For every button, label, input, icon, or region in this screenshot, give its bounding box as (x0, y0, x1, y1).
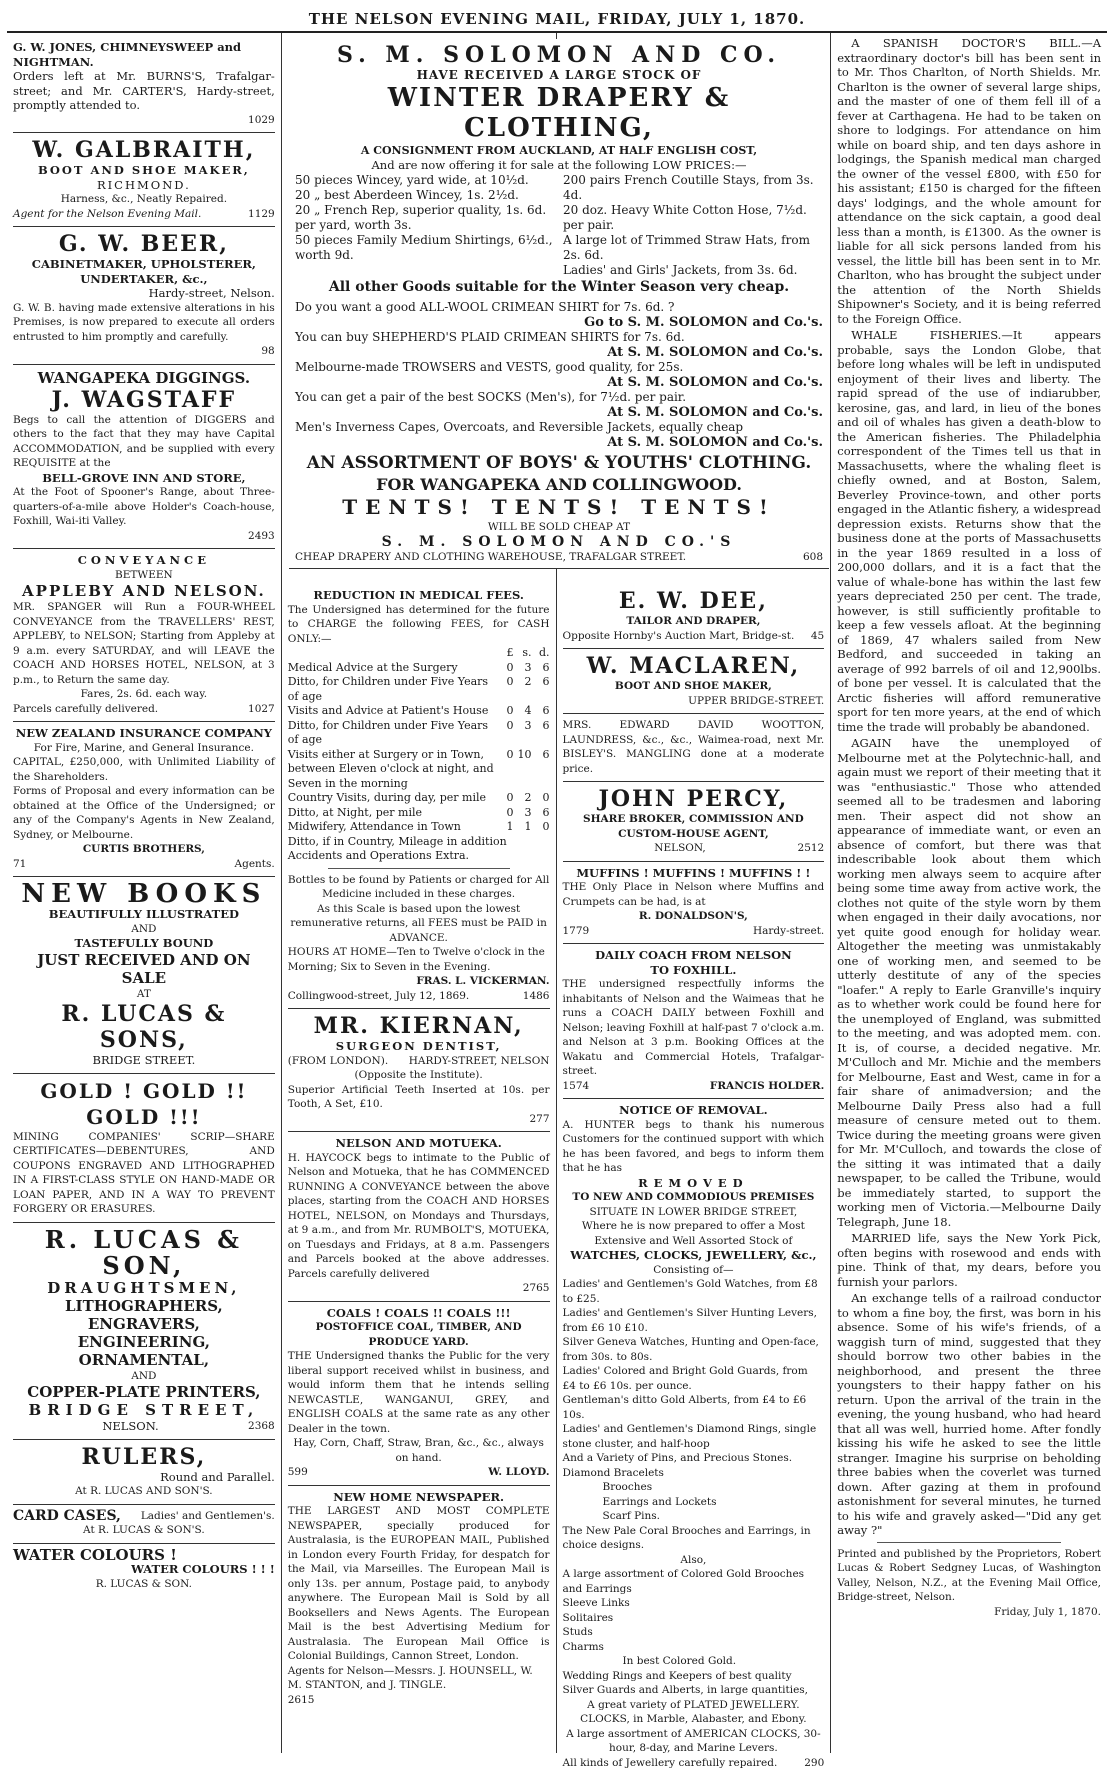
fees-row (288, 719, 550, 748)
removal-also: Also, (680, 1553, 707, 1566)
paper-agents: Agents for Nelson—Messrs. J. HOUNSELL, W. M. STANTON, and J. TINGLE. (287, 1664, 533, 1691)
kiernan-name: MR. KIERNAN, (313, 1013, 524, 1039)
removal-item: Ladies' and Gentlemen's Diamond Rings, single stone cluster, and half-hoop (562, 1423, 817, 1450)
masthead: THE NELSON EVENING MAIL, FRIDAY, JULY 1, 1870. (7, 6, 1107, 33)
ad-kiernan (288, 1009, 550, 1132)
fees-s: 3 (524, 805, 532, 819)
fees-s: 1 (524, 820, 532, 833)
banner-price-lists (295, 173, 823, 278)
conveyance-parcels: Parcels carefully delivered. (13, 702, 159, 715)
ad-number: 277 (529, 1112, 550, 1125)
fees-hours: HOURS AT HOME—Ten to Twelve o'clock in the Morning; Six to Seven in the Evening. (287, 946, 545, 973)
percy-name: JOHN PERCY, (598, 786, 789, 812)
warehouse-text: CHEAP DRAPERY AND CLOTHING WAREHOUSE, TRAFALGAR STREET. (295, 551, 687, 563)
solomon-line-where: Go to S. M. SOLOMON and Co.'s. (584, 315, 823, 330)
ad-cards (13, 1505, 275, 1544)
banner-offer: And are now offering it for sale at the following LOW PRICES:— (371, 158, 747, 172)
lucas-name: R. LUCAS & SON, (44, 1224, 243, 1280)
galbraith-agent-row (13, 207, 275, 222)
paper-text: THE LARGEST AND MOST COMPLETE NEWSPAPER, specially produced for Australasia, is the EUROPEAN MAIL, Published in London every Fourth Friday, for despatch for the Mail, via Marseilles. The European Mail is only 13s. per annum, Postage paid, to anybody anywhere. The European Mail is Sold by all Booksellers and News Agents. The European Mail is the best Advertising Medium for Australasia. The European Mail Office is Colonial Buildings, Cannon Street, London. (287, 1505, 550, 1662)
conveyance-text: MR. SPANGER will Run a FOUR-WHEEL CONVEYANCE from the TRAVELLERS' REST, APPLEBY, to NELSON; Starting from Appleby at 9 a.m. every SATURDAY, and will LEAVE the COACH AND HORSES HOTEL, NELSON, at 3 p.m., to Return the same day. (13, 601, 275, 686)
lucas-l2: LITHOGRAPHERS, ENGRAVERS, (65, 1296, 223, 1333)
books-l1: BEAUTIFULLY ILLUSTRATED (48, 907, 239, 921)
removal-item: Brooches (602, 1481, 653, 1493)
divider (328, 868, 510, 869)
kiernan-from: (FROM LONDON). (287, 1054, 389, 1067)
ad-gold (13, 1074, 275, 1223)
ad-number: 290 (804, 1756, 825, 1769)
fees-s: 3 (524, 718, 532, 732)
kiernan-addr-row (288, 1054, 550, 1069)
books-heading: NEW BOOKS (21, 879, 267, 909)
ad-number: 1027 (248, 702, 275, 715)
fees-label: Ditto, at Night, per mile (287, 805, 422, 819)
ad-percy (563, 782, 825, 862)
galbraith-sub: Harness, &c., Neatly Repaired. (60, 193, 228, 205)
cards-row (13, 1509, 275, 1524)
solomon-line-where: At S. M. SOLOMON and Co.'s. (607, 345, 823, 360)
rulers-name: RULERS, (81, 1443, 207, 1470)
maclaren-addr: UPPER BRIDGE-STREET. (688, 694, 825, 707)
solomon-line-offer: You can get a pair of the best SOCKS (Men's), for 7½d. per pair. (295, 390, 687, 404)
removal-american: A large assortment of AMERICAN CLOCKS, 30-hour, 8-day, and Marine Levers. (566, 1727, 821, 1754)
conveyance-between: BETWEEN (115, 568, 173, 581)
books-l5: AT (136, 987, 151, 1000)
banner-left-item: 50 pieces Wincey, yard wide, at 10½d. (295, 173, 529, 187)
fees-row (288, 835, 550, 850)
lucas-l1: DRAUGHTSMEN, (47, 1278, 241, 1297)
cards-sub: Ladies' and Gentlemen's. (140, 1509, 275, 1522)
fees-l: 1 (506, 820, 514, 833)
wagstaff-inn: BELL-GROVE INN AND STORE, (42, 470, 246, 485)
fees-l: 0 (506, 704, 514, 717)
ad-books (13, 877, 275, 1074)
lucas-addr-row (13, 1419, 275, 1434)
fees-bottles: Bottles to be found by Patients or charged for All Medicine included in these charges. (287, 873, 550, 900)
removal-item2: Silver Guards and Alberts, in large quantities, (562, 1684, 809, 1696)
fees-s: 2 (524, 791, 532, 804)
fees-col-pence: d. (538, 646, 550, 659)
removal-text: A. HUNTER begs to thank his numerous Customers for the continued support with which he has been favored, and begs to inform them that he has (562, 1118, 825, 1174)
fees-label: Ditto, for Children under Five Years of age (287, 718, 489, 746)
rulers-at: At R. LUCAS AND SON'S. (75, 1485, 213, 1497)
removal-to: TO NEW AND COMMODIOUS PREMISES (572, 1191, 815, 1203)
paper-heading: NEW HOME NEWSPAPER. (333, 1489, 505, 1504)
fees-row (288, 806, 550, 821)
motueka-heading: NELSON AND MOTUEKA. (335, 1136, 502, 1150)
motueka-text: H. HAYCOCK begs to intimate to the Public of Nelson and Motueka, that he has COMMENCED RUNNING A CONVEYANCE between the above places, starting from the COACH AND HORSES HOTEL, NELSON, on Mondays and Thursdays, at 9 a.m., and from Mr. RUMBOLT'S, MOTUEKA, on Tuesdays and Fridays, at 8 a.m. Passengers and Parcels booked at the above addresses. Parcels carefully delivered (287, 1151, 550, 1280)
galbraith-trade: BOOT AND SHOE MAKER, (37, 163, 250, 177)
banner-goods: All other Goods suitable for the Winter Season very cheap. (328, 279, 790, 295)
dee-name: E. W. DEE, (618, 588, 768, 614)
beer-name: G. W. BEER, (58, 231, 229, 257)
fees-row (288, 820, 550, 835)
banner-left-item: 20 „ French Rep, superior quality, 1s. 6d. per yard, worth 3s. (295, 203, 547, 232)
solomon-line-where: At S. M. SOLOMON and Co.'s. (607, 405, 823, 420)
removal-item: Ladies' Colored and Bright Gold Guards, from £4 to £6 10s. per ounce. (562, 1365, 808, 1392)
fees-label: Country Visits, during day, per mile (287, 791, 486, 804)
fees-l: 0 (506, 747, 514, 761)
percy-trade: SHARE BROKER, COMMISSION AND CUSTOM-HOUSE AGENT, (583, 813, 804, 840)
banner-have: HAVE RECEIVED A LARGE STOCK OF (416, 68, 702, 82)
banner-right-list (563, 173, 823, 278)
insurance-sub: For Fire, Marine, and General Insurance. (33, 741, 254, 754)
fees-table (288, 646, 550, 864)
ad-wootton (563, 714, 825, 782)
wangapeka-heading: FOR WANGAPEKA AND COLLINGWOOD. (376, 475, 742, 494)
fees-label: Visits and Advice at Patient's House (287, 704, 489, 717)
ad-dee (563, 584, 825, 649)
ad-number: 2493 (248, 529, 275, 542)
dee-trade: TAILOR AND DRAPER, (626, 615, 761, 627)
banner-left-list (295, 173, 555, 278)
fees-d: 6 (542, 747, 550, 761)
gold-heading: GOLD ! GOLD !! GOLD !!! (40, 1078, 248, 1129)
removal-item: And a Variety of Pins, and Precious Stones. (562, 1452, 793, 1464)
ad-paper (288, 1486, 550, 1713)
fees-s: 4 (524, 704, 532, 717)
ad-number: 1574 (562, 1079, 590, 1092)
fees-d: 0 (542, 791, 550, 804)
article-married-life: MARRIED life, says the New York Pick, often begins with rosewood and ends with pine. Think of that, my dears, before you furnish your parlors. (837, 1231, 1101, 1289)
water-sub: WATER COLOURS ! ! ! (131, 1562, 275, 1576)
fees-date: Collingwood-street, July 12, 1869. (287, 989, 470, 1002)
banner-left-item: 50 pieces Family Medium Shirtings, 6½d., worth 9d. (295, 233, 553, 262)
banner-firm: S. M. SOLOMON AND CO. (336, 42, 782, 68)
muffins-addr-row (563, 924, 825, 939)
ad-wagstaff (13, 365, 275, 550)
solomon-line-offer: Men's Inverness Capes, Overcoats, and Reversible Jackets, equally cheap (295, 420, 744, 434)
removal-items2 (563, 1567, 825, 1698)
insurance-agents: CURTIS BROTHERS, (82, 843, 205, 855)
galbraith-agent: Agent for the Nelson Evening Mail. (13, 207, 202, 220)
removal-consisting: Consisting of— (653, 1263, 734, 1276)
muffins-addr: Hardy-street. (753, 924, 825, 937)
newspaper-page (7, 6, 1107, 1769)
kiernan-opp: (Opposite the Institute). (354, 1069, 483, 1081)
percy-addr: NELSON, (654, 842, 706, 854)
ad-removal (563, 1099, 825, 1775)
lucas-l6: BRIDGE STREET, (28, 1401, 260, 1419)
fees-row (288, 675, 550, 704)
ad-galbraith (13, 133, 275, 227)
fees-row (288, 748, 550, 792)
conveyance-heading: CONVEYANCE (77, 553, 210, 567)
ad-coals (288, 1302, 550, 1486)
banner-right-item: A large lot of Trimmed Straw Hats, from 2s. 6d. (563, 233, 810, 262)
imprint: Printed and published by the Proprietors, Robert Lucas & Robert Sedgney Lucas, of Washington Valley, Nelson, N.Z., at the Evening Mail Office, Bridge-street, Nelson. (837, 1547, 1101, 1603)
solomon-lines (295, 300, 823, 450)
banner-right-item: Ladies' and Girls' Jackets, from 3s. 6d. (563, 263, 798, 277)
fees-row (288, 661, 550, 676)
article-whale-fisheries: WHALE FISHERIES.—It appears probable, says the London Globe, that before long whales will be left in undisputed enjoyment of their lives and liberty. The rapid spread of the use of indiarubber, kerosine, gas, and lard, in lieu of the bones and oil of whales has given a death-blow to the American fisheries. The Philadelphia correspondent of the Times tell us that in Massachusetts, where the whaling fleet is chiefly owned, and at Boston, Salem, Beverley Province-town, and other ports engaged in the Atlantic fishery, a widespread depression exists. Returns show that the business done at the ports of Massachusetts in the year 1869 resulted in a loss of 200,000 dollars, and it is a fact that the value of whale-bone has within the last few years depreciated 250 per cent. The trade, however, is still sufficiently profitable to keep a few vessels afloat. At the beginning of 1869, 47 whalers sailed from New Bedford, and succeeded in taking an average of 992 barrels of oil and 12,900lbs. of bone per vessel. It is calculated that the Arctic fisheries will afford remunerative sport for ten more years, at the end of which time the trade will probably be abandoned. (837, 328, 1101, 734)
removal-item: Earrings and Lockets (602, 1495, 717, 1508)
article-spanish-doctor: A SPANISH DOCTOR'S BILL.—A extraordinary doctor's bill has been sent in to Mr. Thos Charlton, of North Shields. Mr. Charlton is the owner of several large ships, and the master of one of them fell ill of a fever at Carthagena. He had to be taken on shore to lodgings. For attendance on him while on board ship, and ten days ashore in lodgings, the Spanish medical man charged the owner of the vessel £800, with £50 for his assistant; £150 is charged for the fifteen days' lodgings, and the whole amount for attendance on the sick captain, a good deal less than a month, is £1300. As the owner is liable for all sick persons landed from his vessel, the little bill has been sent in to Mr. Charlton, who has brought the subject under the attention of the North Shields Shipowner's Society, and it is being referred to the Foreign Office. (837, 36, 1101, 326)
books-l3: TASTEFULLY BOUND (74, 936, 214, 950)
percy-addr-row (563, 841, 825, 856)
fees-d: 6 (542, 675, 550, 688)
solomon-firm: S. M. SOLOMON AND CO.'S (381, 534, 737, 550)
ad-number: 599 (287, 1466, 308, 1478)
maclaren-name: W. MACLAREN, (586, 653, 801, 679)
fees-l: 0 (506, 791, 514, 804)
muffins-text: THE Only Place in Nelson where Muffins and Crumpets can be had, is at (562, 881, 825, 908)
removal-item: Diamond Bracelets (562, 1466, 664, 1479)
coals-sign-row (288, 1465, 550, 1480)
kiernan-addr: HARDY-STREET, NELSON (408, 1054, 550, 1067)
water-name: WATER COLOURS ! (13, 1545, 177, 1564)
coals-sign: W. LLOYD. (488, 1466, 550, 1478)
books-l2: AND (131, 922, 157, 935)
fees-label: Medical Advice at the Surgery (287, 660, 458, 674)
removal-removed: REMOVED (638, 1175, 749, 1190)
ad-number: 608 (802, 551, 823, 563)
fees-d: 0 (542, 820, 550, 833)
ad-number: 2615 (287, 1693, 315, 1706)
fees-label: Visits either at Surgery or in Town, between Eleven o'clock at night, and Seven in the morning (287, 747, 494, 790)
solomon-banner-ad (289, 39, 829, 569)
fees-l: 0 (506, 718, 514, 732)
ad-muffins (563, 862, 825, 945)
water-by: R. LUCAS & SON. (95, 1577, 193, 1590)
removal-item: Silver Geneva Watches, Hunting and Open-face, from 30s. to 80s. (562, 1336, 819, 1363)
ad-number: 2512 (797, 842, 825, 854)
removal-item2: Studs (562, 1626, 593, 1638)
kiernan-text: Superior Artificial Teeth Inserted at 10s. per Tooth, A Set, £10. (287, 1083, 550, 1110)
cards-at: At R. LUCAS & SON'S. (83, 1524, 205, 1536)
coals-hay: Hay, Corn, Chaff, Straw, Bran, &c., &c., always on hand. (293, 1437, 544, 1464)
coach-sign: FRANCIS HOLDER. (709, 1079, 825, 1092)
books-addr: BRIDGE STREET. (92, 1053, 196, 1067)
removal-items (563, 1277, 825, 1553)
solomon-line (295, 300, 823, 315)
ad-insurance (13, 722, 275, 877)
fees-d: 6 (542, 718, 550, 732)
removal-item2: Charms (562, 1640, 604, 1653)
solomon-line-offer: You can buy SHEPHERD'S PLAID CRIMEAN SHIRTS for 7s. 6d. (295, 330, 685, 344)
lucas-l7: NELSON. (102, 1419, 159, 1433)
article-unemployed: AGAIN have the unemployed of Melbourne met at the Polytechnic-hall, and again must we report of their meeting that it was "enthusiastic." Those who attended seemed all to be tradesmen and laboring men. Their aspect did not show an appearance of immediate want, or even an absence of comfort, but there was that indescribable look about them which working men always seem to acquire after being some time away from active work, the clothes not quite of the style worn by them when engaged in their daily avocations, nor yet quite good enough for holiday wear. Altogether the meeting was unmistakably one of working men, and seemed to be utterly destitute of any of the species "loafer." A reply to Earle Granville's inquiry as to whether work could be found here for the unemployed of England, was submitted to the meeting, and was adopted mem. con. It is, of course, a decided negative. Mr. M'Culloch and Mr. Michie and the members for Melbourne, East and West, came in for a fair share of animadversion; and the Melbourne Daily Press also had a full measure of censure meted out to them. Twice during the meeting groans were given for Mr. M'Culloch, and towards the close of the sitting it was intimated that a daily newspaper, to be called the Tribune, would be immediately started, to support the working men of Victoria.—Melbourne Daily Telegraph, June 18. (837, 736, 1101, 1229)
coals-sub: POSTOFFICE COAL, TIMBER, AND PRODUCE YARD. (315, 1321, 522, 1348)
gold-text: MINING COMPANIES' SCRIP—SHARE CERTIFICATES—DEBENTURES, AND COUPONS ENGRAVED AND LITHOGRAPHED IN A FIRST-CLASS STYLE ON HAND-MADE OR LOAN PAPER, AND IN A WAY TO PREVENT FORGERY OR ERASURES. (13, 1130, 275, 1215)
tents-heading: TENTS! TENTS! TENTS! (342, 495, 776, 519)
fees-d: 6 (542, 660, 550, 674)
article-railroad: An exchange tells of a railroad conductor to whom a fine boy, the first, was born in his absence. Some of his wife's friends, of a waggish turn of mind, suggested that they should borrow two other babies in the neighborhood, and present the three youngsters to their happy father on his return. Upon the arrival of the train in the evening, the young husband, who had heard that all was well, hurried home. After fondly kissing his wife he asked to see the little stranger. Imagine his surprise on beholding three babies when the coverlet was turned down. After gazing at them in profound astonishment for several minutes, he turned to his wife and gravely asked—"Did any get away ?" (837, 1291, 1101, 1537)
lucas-l5: COPPER-PLATE PRINTERS, (27, 1383, 261, 1401)
solomon-line-where: At S. M. SOLOMON and Co.'s. (607, 435, 823, 450)
maclaren-trade: BOOT AND SHOE MAKER, (614, 680, 772, 692)
banner-right-item: 20 doz. Heavy White Cotton Hose, 7½d. per pair. (563, 203, 807, 232)
jones-name: G. W. JONES, CHIMNEYSWEEP and NIGHTMAN. (13, 40, 242, 69)
removal-item: Gentleman's ditto Gold Alberts, from £4 to £6 10s. (562, 1394, 807, 1421)
removal-clocks: CLOCKS, in Marble, Alabaster, and Ebony. (580, 1713, 807, 1725)
fees-col-pounds: £ (506, 646, 514, 659)
banner-title: WINTER DRAPERY & CLOTHING, (387, 83, 731, 143)
wagstaff-text: Begs to call the attention of DIGGERS and others to the fact that they may have Capital ACCOMMODATION, and be supplied with every REQUISITE at the (13, 413, 275, 469)
fees-label: Ditto, if in Country, Mileage in addition (287, 834, 507, 848)
insurance-agents-row (13, 857, 275, 872)
removal-item: Ladies' and Gentlemen's Gold Watches, from £8 to £25. (562, 1278, 818, 1305)
fees-intro: The Undersigned has determined for the future to CHARGE the following FEES, for CASH ONLY:— (287, 603, 550, 645)
removal-item: Ladies' and Gentlemen's Silver Hunting Levers, from £6 10 £10. (562, 1307, 817, 1334)
cards-name: CARD CASES, (13, 1507, 121, 1524)
conveyance-parcels-row (13, 702, 275, 717)
fees-row (288, 849, 550, 864)
coach-sign-row (563, 1079, 825, 1094)
banner-left-item: 20 „ best Aberdeen Wincey, 1s. 2½d. (295, 188, 519, 202)
ad-number: 1129 (248, 207, 275, 220)
galbraith-place: RICHMOND. (96, 177, 191, 192)
fees-label: Midwifery, Attendance in Town (287, 820, 461, 833)
fees-label: Accidents and Operations Extra. (287, 849, 470, 862)
removal-repaired-row (563, 1756, 825, 1771)
solomon-line-offer: Do you want a good ALL-WOOL CRIMEAN SHIRT for 7s. 6d. ? (295, 300, 675, 314)
fees-heading: REDUCTION IN MEDICAL FEES. (313, 588, 524, 602)
ad-number: 2368 (248, 1420, 275, 1432)
fees-row (288, 704, 550, 719)
ad-number: 2765 (522, 1282, 550, 1294)
beer-addr: Hardy-street, Nelson. (148, 286, 275, 300)
imprint-date: Friday, July 1, 1870. (994, 1605, 1101, 1618)
wagstaff-heading: WANGAPEKA DIGGINGS. (37, 368, 251, 387)
column-4 (831, 33, 1107, 1753)
removal-plated: A great variety of PLATED JEWELLERY. (587, 1698, 800, 1711)
ad-number: 1486 (522, 989, 550, 1002)
books-l4: JUST RECEIVED AND ON SALE (37, 950, 251, 987)
solomon-line-offer: Melbourne-made TROWSERS and VESTS, good quality, for 25s. (295, 360, 684, 374)
removal-situate: SITUATE IN LOWER BRIDGE STREET, (589, 1205, 798, 1218)
fees-s: 2 (524, 675, 532, 688)
ad-motueka (288, 1132, 550, 1302)
kiernan-trade: SURGEON DENTIST, (335, 1039, 502, 1053)
removal-heading: NOTICE OF REMOVAL. (619, 1103, 768, 1117)
removal-item: The New Pale Coral Brooches and Earrings, in choice designs. (562, 1524, 811, 1551)
banner-right-item: 200 pairs French Coutille Stays, from 3s. 4d. (563, 173, 814, 202)
muffins-heading: MUFFINS ! MUFFINS ! MUFFINS ! ! (576, 865, 811, 880)
removal-stock: WATCHES, CLOCKS, JEWELLERY, &c., (570, 1248, 817, 1262)
fees-col-shillings: s. (522, 646, 532, 659)
lucas-l3: ENGINEERING, ORNAMENTAL, (77, 1332, 210, 1369)
fees-scale: As this Scale is based upon the lowest remunerative returns, all FEES must be PAID in ADVANCE. (290, 902, 547, 944)
fees-s: 3 (524, 660, 532, 674)
fees-label: Ditto, for Children under Five Years of age (287, 675, 489, 703)
dee-addr-row (563, 629, 825, 644)
column-1 (7, 33, 282, 1753)
ad-number: 71 (13, 857, 27, 870)
removal-repaired: All kinds of Jewellery carefully repaired. (562, 1756, 778, 1769)
removal-item: Scarf Pins. (602, 1510, 660, 1522)
beer-trade: CABINETMAKER, UPHOLSTERER, (31, 257, 256, 271)
fees-header (288, 646, 550, 661)
ad-coach (563, 944, 825, 1099)
ad-water (13, 1544, 275, 1597)
fees-sign: FRAS. L. VICKERMAN. (416, 975, 550, 987)
sold-at: WILL BE SOLD CHEAP AT (487, 521, 631, 533)
conveyance-route: APPLEBY AND NELSON. (22, 582, 266, 600)
ad-beer (13, 227, 275, 365)
lucas-l4: AND (131, 1369, 157, 1382)
fees-d: 6 (542, 805, 550, 819)
fees-date-row (288, 989, 550, 1004)
fees-s: 10 (517, 747, 532, 761)
removal-item2: Wedding Rings and Keepers of best quality (562, 1669, 792, 1682)
ad-number: 98 (261, 345, 275, 357)
dee-addr: Opposite Hornby's Auction Mart, Bridge-st. (562, 629, 795, 642)
ad-number: 1029 (248, 113, 275, 126)
divider (877, 1542, 1061, 1543)
beer-trade2: UNDERTAKER, &c., (80, 271, 208, 286)
insurance-text: Forms of Proposal and every information can be obtained at the Office of the Undersigned; or any of the Company's Agents in New Zealand, Sydney, or Melbourne. (13, 785, 275, 841)
insurance-capital: CAPITAL, £250,000, with Unlimited Liability of the Shareholders. (13, 756, 275, 783)
wagstaff-text2: At the Foot of Spooner's Range, about Three-quarters-of-a-mile above Holder's Coach-house, Foxhill, Wai-iti Valley. (13, 486, 275, 527)
insurance-agents2: Agents. (234, 857, 275, 870)
removal-item2: In best Colored Gold. (622, 1655, 737, 1667)
boys-clothing: AN ASSORTMENT OF BOYS' & YOUTHS' CLOTHING. (306, 453, 812, 473)
ad-lucas (13, 1223, 275, 1440)
banner-consign: A CONSIGNMENT FROM AUCKLAND, AT HALF ENGLISH COST, (360, 144, 758, 157)
fees-d: 6 (542, 704, 550, 717)
fees-row (288, 791, 550, 806)
galbraith-name: W. GALBRAITH, (32, 137, 256, 163)
warehouse-line (295, 550, 823, 565)
books-name: R. LUCAS & SONS, (61, 1001, 227, 1053)
coach-heading: DAILY COACH FROM NELSON (595, 948, 792, 962)
wootton-text: MRS. EDWARD DAVID WOOTTON, LAUNDRESS, &c., &c., Waimea-road, next Mr. BISLEY'S. MANGLING done at a moderate price. (562, 719, 825, 775)
ad-maclaren (563, 649, 825, 714)
wagstaff-name: J. WAGSTAFF (51, 386, 237, 413)
solomon-line-where: At S. M. SOLOMON and Co.'s. (607, 375, 823, 390)
fees-l: 0 (506, 675, 514, 688)
fees-l: 0 (506, 660, 514, 674)
fees-l: 0 (506, 805, 514, 819)
jones-text: Orders left at Mr. BURNS'S, Trafalgar-street; and Mr. CARTER'S, Hardy-street, promptly attended to. (13, 69, 275, 112)
beer-text: G. W. B. having made extensive alterations in his Premises, is now prepared to execute all orders entrusted to him promptly and carefully. (13, 301, 275, 343)
removal-item2: Sleeve Links (562, 1597, 630, 1609)
insurance-name: NEW ZEALAND INSURANCE COMPANY (15, 726, 273, 740)
coals-text: THE Undersigned thanks the Public for the very liberal support received whilst in business, and would inform them that he intends selling NEWCASTLE, WANGANUI, GREY, and ENGLISH COALS at the same rate as any other Dealer in the town. (287, 1350, 550, 1435)
conveyance-fares: Fares, 2s. 6d. each way. (80, 688, 208, 700)
ad-number: 45 (810, 629, 825, 642)
ad-rulers (13, 1440, 275, 1505)
coach-text: THE undersigned respectfully informs the inhabitants of Nelson and the Waimeas that he runs a COACH DAILY between Foxhill and Nelson; leaving Foxhill at half-past 7 o'clock a.m. and Nelson at 3 p.m. Booking Offices at the Wakatu and Commercial Hotels, Trafalgar-street. (562, 978, 825, 1077)
muffins-name: R. DONALDSON'S, (638, 910, 748, 922)
ad-number: 1779 (562, 924, 590, 937)
coals-heading: COALS ! COALS !! COALS !!! (326, 1305, 511, 1320)
ad-conveyance (13, 549, 275, 722)
removal-item2: A large assortment of Colored Gold Brooches and Earrings (562, 1568, 805, 1595)
rulers-sub: Round and Parallel. (160, 1469, 275, 1484)
ad-medical-fees (288, 584, 550, 1009)
removal-item2: Solitaires (562, 1611, 614, 1624)
ad-jones (13, 36, 275, 133)
removal-where: Where he is now prepared to offer a Most Extensive and Well Assorted Stock of (581, 1220, 805, 1247)
coach-heading2: TO FOXHILL. (650, 962, 737, 977)
